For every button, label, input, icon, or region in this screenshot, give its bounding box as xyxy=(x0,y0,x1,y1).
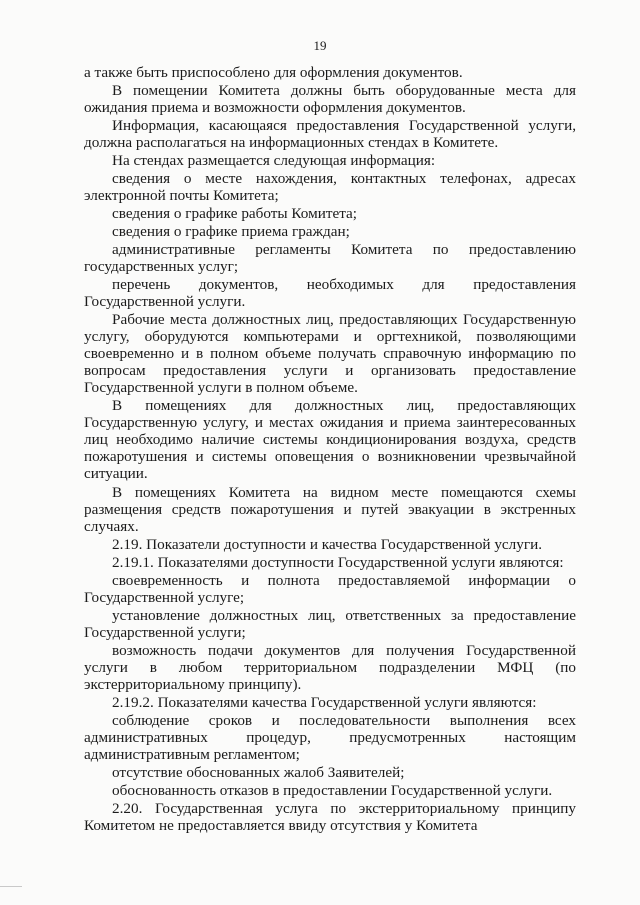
section-heading-2-20: 2.20. Государственная услуга по экстерриториальному принципу Комитетом не предоставляется ввиду отсутствия у Комитета xyxy=(84,799,576,834)
section-heading-2-19-2: 2.19.2. Показателями качества Государственной услуги являются: xyxy=(112,693,537,711)
list-item-no-complaints: отсутствие обоснованных жалоб Заявителей; xyxy=(112,763,405,781)
section-heading-2-19-1: 2.19.1. Показателями доступности Государственной услуги являются: xyxy=(112,553,564,571)
list-item-location: сведения о месте нахождения, контактных телефонах, адресах электронной почты Комитета; xyxy=(84,170,576,205)
paragraph-evacuation-schemes: В помещениях Комитета на видном месте помещаются схемы размещения средств пожаротушения и путей эвакуации в экстренных случаях. xyxy=(84,483,576,535)
list-item-document-submission: возможность подачи документов для получения Государственной услуги в любом территориальном подразделении МФЦ (по экстерриториальному принципу). xyxy=(84,641,576,693)
paragraph-waiting-places: В помещении Комитета должны быть оборудованные места для ожидания приема и возможности оформления документов. xyxy=(84,82,576,117)
paragraph-info-stands: Информация, касающаяся предоставления Государственной услуги, должна располагаться на информационных стендах в Комитете. xyxy=(84,117,576,152)
paragraph-continuation: а также быть приспособлено для оформления документов. xyxy=(84,64,463,81)
list-item-refusal-justification: обоснованность отказов в предоставлении Государственной услуги. xyxy=(112,781,553,799)
page-number: 19 xyxy=(313,38,327,53)
paragraph-workplaces: Рабочие места должностных лиц, предоставляющих Государственную услугу, оборудуются компьютерами и оргтехникой, позволяющими своевременно и в полном объеме получать справочную информацию по вопросам предоставления услуги и организовать предоставление Государственной услуги в полном объеме. xyxy=(84,311,576,397)
document-body xyxy=(84,64,576,835)
paragraph-stands-intro: На стендах размещается следующая информация: xyxy=(112,152,436,170)
list-item-regulations: административные регламенты Комитета по предоставлению государственных услуг; xyxy=(84,241,576,276)
list-item-reception-schedule: сведения о графике приема граждан; xyxy=(112,223,350,241)
paragraph-safety-systems: В помещениях для должностных лиц, предоставляющих Государственную услугу, и местах ожидания и приема заинтересованных лиц необходимо наличие системы кондиционирования воздуха, средств пожаротушения и системы оповещения о возникновении чрезвычайной ситуации. xyxy=(84,397,576,483)
section-heading-2-19: 2.19. Показатели доступности и качества Государственной услуги. xyxy=(112,535,542,553)
list-item-work-schedule: сведения о графике работы Комитета; xyxy=(112,205,358,223)
list-item-timeliness: своевременность и полнота предоставляемой информации о Государственной услуге; xyxy=(84,571,576,606)
list-item-documents: перечень документов, необходимых для предоставления Государственной услуги. xyxy=(84,276,576,311)
scan-edge-mark xyxy=(0,886,22,887)
list-item-deadlines: соблюдение сроков и последовательности выполнения всех административных процедур, предусмотренных настоящим административным регламентом; xyxy=(84,711,576,763)
list-item-responsible-persons: установление должностных лиц, ответственных за предоставление Государственной услуги; xyxy=(84,606,576,641)
